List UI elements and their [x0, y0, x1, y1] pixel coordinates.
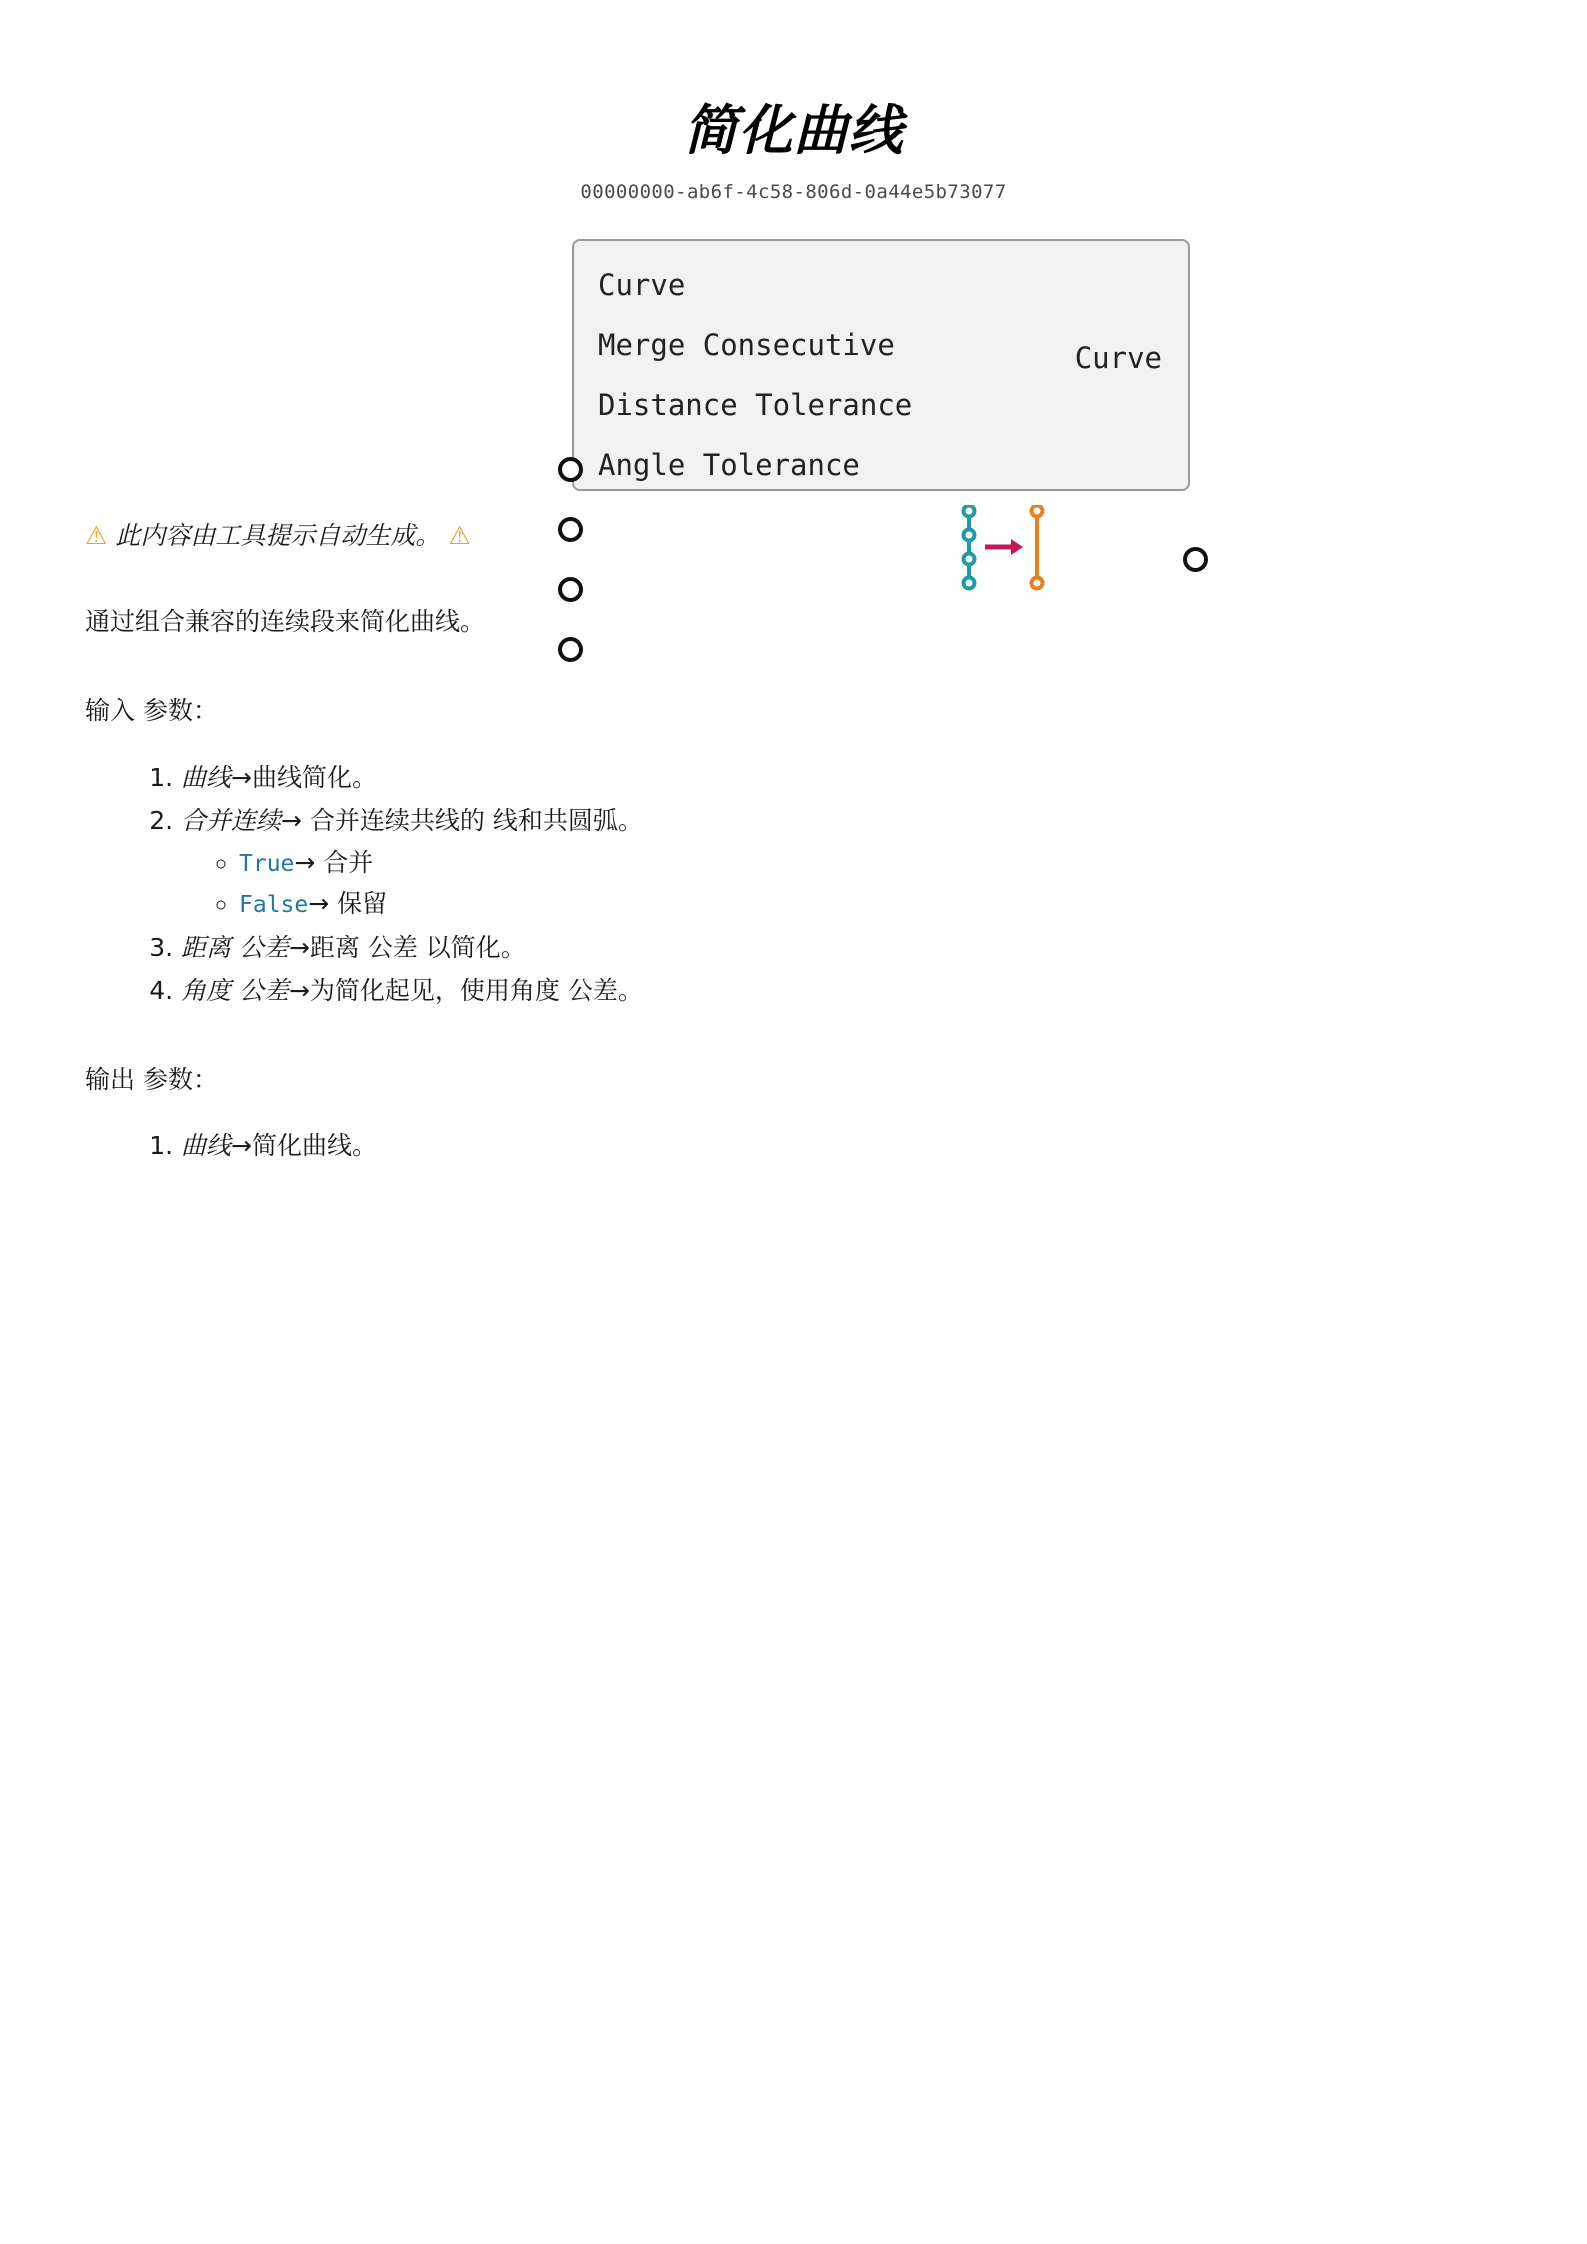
warning-icon-left: ⚠ [85, 521, 108, 550]
node-output-port-curve[interactable] [1183, 547, 1208, 572]
input-desc-distance-tolerance: →距离 公差 以简化。 [288, 932, 526, 962]
input-desc-angle-tolerance: →为简化起见，使用角度 公差。 [288, 976, 643, 1006]
merge-consecutive-options [181, 845, 1502, 922]
inputs-list [85, 760, 1502, 1009]
node-input-label-merge-consecutive: Merge Consecutive [598, 328, 895, 362]
node-input-labels [598, 255, 912, 495]
list-item [239, 845, 1502, 881]
option-value-false: False [239, 892, 309, 919]
option-desc-true: → 合并 [294, 847, 374, 877]
list-item [181, 973, 1502, 1009]
input-name-curve: 曲线 [181, 762, 232, 792]
input-desc-curve: →曲线简化。 [231, 762, 377, 792]
input-name-angle-tolerance: 角度 公差 [181, 976, 289, 1006]
node-input-port-merge-consecutive[interactable] [558, 517, 583, 542]
node-input-label-curve: Curve [598, 268, 686, 302]
option-value-true: True [239, 850, 295, 877]
list-item [181, 930, 1502, 966]
node-input-port-angle-tolerance[interactable] [558, 637, 583, 662]
input-desc-merge-consecutive: → 合并连续共线的 线和共圆弧。 [281, 806, 643, 835]
option-desc-false: → 保留 [308, 889, 388, 919]
warning-icon-right: ⚠ [448, 521, 471, 550]
output-name-curve: 曲线 [181, 1131, 232, 1161]
auto-generated-note-text: 此内容由工具提示自动生成。 [115, 521, 441, 550]
node-input-port-distance-tolerance[interactable] [558, 577, 583, 602]
input-name-distance-tolerance: 距离 公差 [181, 932, 289, 962]
outputs-list [85, 1128, 1502, 1164]
simplify-curve-icon [957, 505, 1067, 605]
node-diagram [85, 217, 1502, 487]
input-name-merge-consecutive: 合并连续 [181, 806, 282, 835]
node-body [572, 239, 1190, 491]
list-item [181, 760, 1502, 796]
outputs-heading: 输出 参数： [85, 1064, 218, 1094]
list-item [239, 886, 1502, 922]
description-paragraph: 通过组合兼容的连续段来简化曲线。 [85, 606, 486, 636]
inputs-heading: 输入 参数： [85, 696, 218, 725]
output-desc-curve: →简化曲线。 [231, 1131, 377, 1161]
page-title: 简化曲线 [683, 99, 904, 162]
auto-generated-note [85, 517, 1502, 555]
document-content [85, 517, 1502, 1164]
node-input-label-distance-tolerance: Distance Tolerance [598, 388, 913, 422]
list-item [181, 803, 1502, 922]
node-input-port-curve[interactable] [558, 457, 583, 482]
list-item [181, 1128, 1502, 1164]
node-guid: 00000000-ab6f-4c58-806d-0a44e5b73077 [580, 181, 1007, 203]
node-output-label-curve: Curve [1074, 341, 1162, 375]
node-input-label-angle-tolerance: Angle Tolerance [598, 448, 860, 482]
